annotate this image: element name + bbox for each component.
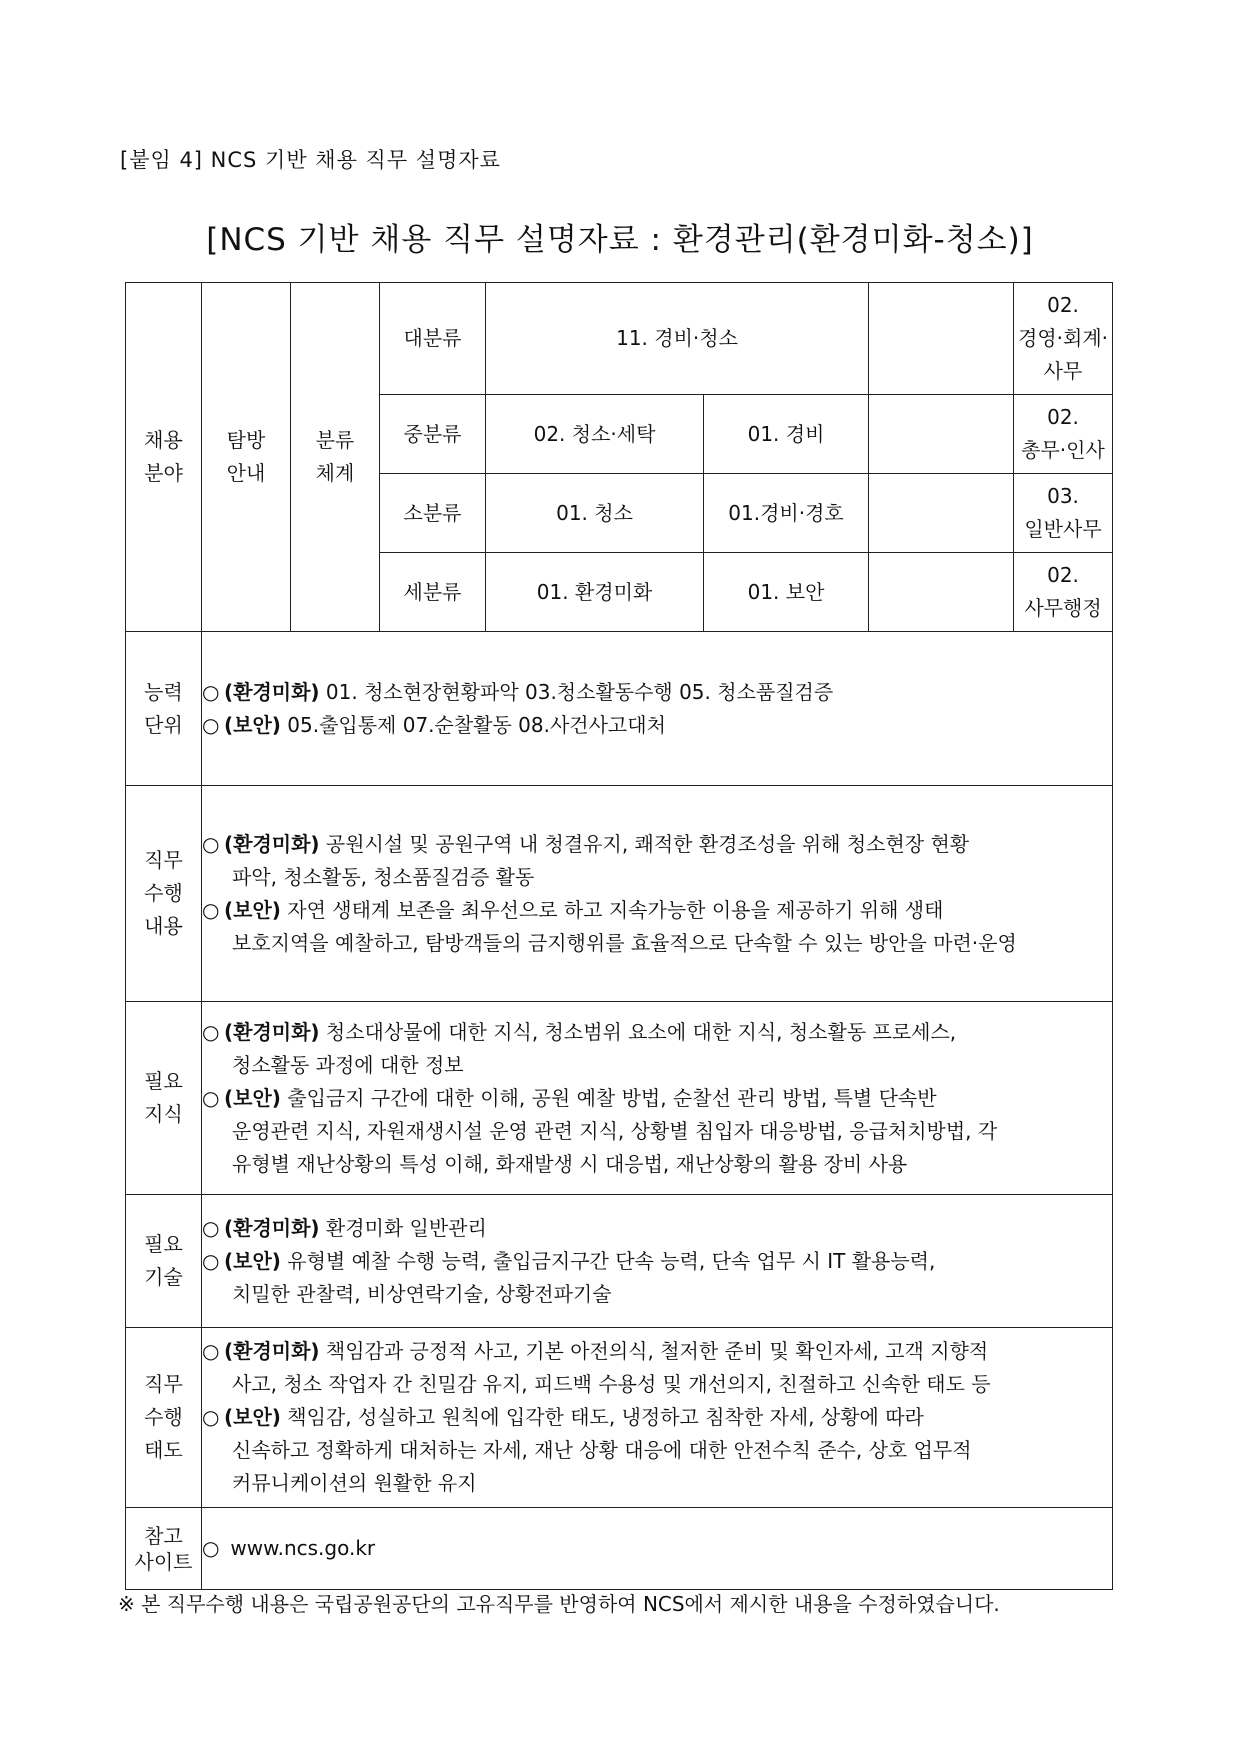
skill-label: 필요 기술 [126,1195,202,1328]
bullet-circle-icon: ○ [202,1248,220,1273]
bullet-circle-icon: ○ [202,712,220,737]
attitude-line-continuation: 신속하고 정확하게 대처하는 자세, 재난 상황 대응에 대한 안전수칙 준수, 상호 업무적 [232,1438,972,1462]
detail-value-2: 01. 보안 [704,553,869,632]
ability-content [202,632,1113,786]
knowledge-line [202,1082,1112,1115]
class-label-cell: 분류 체계 [291,283,380,632]
line-text: 청소대상물에 대한 지식, 청소범위 요소에 대한 지식, 청소활동 프로세스, [319,1019,957,1044]
category-tag: (보안) [224,1248,281,1273]
bullet-circle-icon: ○ [202,1019,220,1044]
attitude-line [202,1335,1112,1368]
duty-line [202,894,1112,927]
category-tag: (보안) [224,712,281,737]
middle-empty [869,395,1014,474]
detail-value-1: 01. 환경미화 [486,553,704,632]
category-tag: (환경미화) [224,1019,320,1044]
duty-line-continuation: 보호지역을 예찰하고, 탐방객들의 금지행위를 효율적으로 단속할 수 있는 방안을 마련·운영 [232,930,1017,955]
minor-value-1: 01. 청소 [486,474,704,553]
skill-line [202,1212,1112,1245]
ability-line [202,676,1112,709]
bullet-circle-icon: ○ [202,679,220,704]
minor-code: 03. 일반사무 [1014,474,1113,553]
minor-empty [869,474,1014,553]
category-tag: (환경미화) [224,679,320,704]
footnote: ※ 본 직무수행 내용은 국립공원공단의 고유직무를 반영하여 NCS에서 제시한 내용을 수정하였습니다. [118,1592,1000,1616]
dept-label-cell: 탐방 안내 [202,283,291,632]
attitude-content [202,1328,1113,1508]
duty-content [202,786,1113,1002]
line-text: 책임감, 성실하고 원칙에 입각한 태도, 냉정하고 침착한 자세, 상황에 따라 [280,1405,924,1429]
reference-line [202,1532,1112,1565]
line-text: 유형별 예찰 수행 능력, 출입금지구간 단속 능력, 단속 업무 시 IT 활용능력, [280,1248,936,1273]
level-minor: 소분류 [380,474,486,553]
minor-value-2: 01.경비·경호 [704,474,869,553]
skill-line-continuation: 치밀한 관찰력, 비상연락기술, 상황전파기술 [232,1281,612,1306]
knowledge-line [202,1016,1112,1049]
skill-line [202,1245,1112,1278]
knowledge-label: 필요 지식 [126,1002,202,1195]
attitude-line-continuation: 사고, 청소 작업자 간 친밀감 유지, 피드백 수용성 및 개선의지, 친절하고 신속한 태도 등 [232,1372,991,1396]
job-description-table [125,282,1113,1590]
duty-line [202,828,1112,861]
knowledge-line-continuation: 청소활동 과정에 대한 정보 [232,1052,464,1077]
ability-label: 능력 단위 [126,632,202,786]
category-tag: (보안) [224,1085,281,1110]
knowledge-line-continuation: 운영관련 지식, 자원재생시설 운영 관련 지식, 상황별 침입자 대응방법, 응급처치방법, 각 [232,1118,998,1143]
attitude-label: 직무 수행 태도 [126,1328,202,1508]
major-code: 02. 경영·회계· 사무 [1014,283,1113,395]
bullet-circle-icon: ○ [202,1405,220,1429]
duty-label: 직무 수행 내용 [126,786,202,1002]
bullet-circle-icon: ○ [202,1085,220,1110]
line-text: 책임감과 긍정적 사고, 기본 아전의식, 철저한 준비 및 확인자세, 고객 지향적 [319,1339,989,1363]
middle-value-2: 01. 경비 [704,395,869,474]
line-text: 05.출입통제 07.순찰활동 08.사건사고대처 [280,712,666,737]
attachment-label: [붙임 4] NCS 기반 채용 직무 설명자료 [120,148,501,172]
attitude-line [202,1401,1112,1434]
level-middle: 중분류 [380,395,486,474]
middle-code: 02. 총무·인사 [1014,395,1113,474]
middle-value-1: 02. 청소·세탁 [486,395,704,474]
category-tag: (환경미화) [224,1215,320,1240]
category-tag: (보안) [224,1405,281,1429]
page-title: [NCS 기반 채용 직무 설명자료 : 환경관리(환경미화-청소)] [206,222,1034,258]
knowledge-content [202,1002,1113,1195]
bullet-circle-icon: ○ [202,831,220,856]
bullet-circle-icon: ○ [202,1536,220,1560]
bullet-circle-icon: ○ [202,897,220,922]
ability-line [202,709,1112,742]
line-text: 공원시설 및 공원구역 내 청결유지, 쾌적한 환경조성을 위해 청소현장 현황 [319,831,970,856]
detail-empty [869,553,1014,632]
bullet-circle-icon: ○ [202,1339,220,1363]
reference-label: 참고 사이트 [126,1508,202,1590]
category-tag: (환경미화) [224,1339,320,1363]
field-label-cell: 채용 분야 [126,283,202,632]
line-text: 환경미화 일반관리 [319,1215,487,1240]
category-tag: (환경미화) [224,831,320,856]
major-value: 11. 경비·청소 [486,283,869,395]
line-text: 자연 생태계 보존을 최우선으로 하고 지속가능한 이용을 제공하기 위해 생태 [280,897,944,922]
attitude-line-continuation: 커뮤니케이션의 원활한 유지 [232,1471,477,1495]
level-detail: 세분류 [380,553,486,632]
line-text: 출입금지 구간에 대한 이해, 공원 예찰 방법, 순찰선 관리 방법, 특별 단속반 [280,1085,937,1110]
major-empty [869,283,1014,395]
knowledge-line-continuation: 유형별 재난상황의 특성 이해, 화재발생 시 대응법, 재난상황의 활용 장비 사용 [232,1151,908,1176]
skill-content [202,1195,1113,1328]
duty-line-continuation: 파악, 청소활동, 청소품질검증 활동 [232,864,535,889]
line-text: www.ncs.go.kr [224,1536,376,1560]
level-major: 대분류 [380,283,486,395]
reference-content [202,1508,1113,1590]
detail-code: 02. 사무행정 [1014,553,1113,632]
line-text: 01. 청소현장현황파악 03.청소활동수행 05. 청소품질검증 [319,679,834,704]
category-tag: (보안) [224,897,281,922]
bullet-circle-icon: ○ [202,1215,220,1240]
